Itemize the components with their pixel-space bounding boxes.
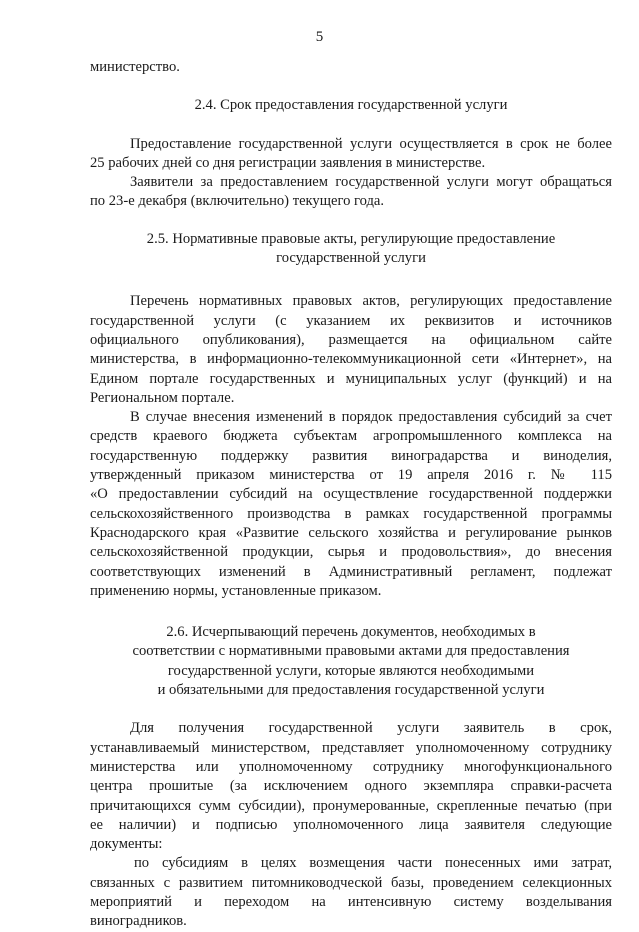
title-line: соответствии с нормативными правовыми актами для предоставления [132, 643, 570, 660]
paragraph-line: Перечень нормативных правовых актов, регулирующих предоставление [130, 293, 612, 310]
title-line: 2.6. Исчерпывающий перечень документов, необходимых в [166, 624, 536, 641]
paragraph-line: сельскохозяйственного производства в рамках государственной программы [90, 505, 612, 522]
paragraph-line: мероприятий и переходом на интенсивную систему возделывания [90, 893, 612, 910]
paragraph-line: причитающихся сумм субсидии), пронумерованные, скрепленные печатью (при [90, 797, 612, 814]
title-line: 2.5. Нормативные правовые акты, регулирующие предоставление [146, 230, 556, 247]
paragraph-line: документы: [90, 836, 163, 853]
paragraph-line: ее наличии) и подписью уполномоченного лица заявителя следующие [90, 816, 612, 833]
section-2-5-title [90, 230, 612, 269]
title-line: и обязательными для предоставления государственной услуги [157, 682, 545, 699]
section-2-5-paragraph-1 [90, 292, 612, 408]
paragraph-line: по 23-е декабря (включительно) текущего года. [90, 193, 385, 210]
paragraph-line: средств краевого бюджета субъектам агропромышленного комплекса на [90, 428, 612, 445]
section-2-6-title [90, 623, 612, 700]
paragraph-line: Едином портале государственных и муниципальных услуг (функций) и на [90, 370, 612, 387]
paragraph-line: Предоставление государственной услуги осуществляется в срок не более [130, 135, 612, 152]
paragraph-line: государственной услуги (с указанием их реквизитов и источников [90, 312, 612, 329]
paragraph-line: Заявители за предоставлением государственной услуги могут обращаться [130, 174, 612, 191]
title-line: государственной услуги [276, 250, 426, 267]
paragraph-line: по субсидиям в целях возмещения части понесенных ими затрат, [134, 855, 612, 872]
paragraph-line: соответствующих изменений в Административный регламент, подлежат [90, 563, 612, 580]
paragraph-line: устанавливаемый министерством, представляет уполномоченному сотруднику [90, 739, 612, 756]
page-number: 5 [315, 29, 324, 45]
paragraph-line: центра прошитые (за исключением одного экземпляра справки-расчета [90, 778, 612, 795]
paragraph-line: министерства или уполномоченному сотруднику многофункционального [90, 758, 612, 775]
paragraph-line: применению нормы, установленные приказом. [90, 582, 382, 599]
title-line: государственной услуги, которые являются необходимыми [167, 662, 535, 679]
section-2-5-paragraph-2 [90, 408, 612, 601]
paragraph-line: сельскохозяйственной продукции, сырья и продовольствия», до внесения [90, 544, 612, 561]
paragraph-line: Региональном портале. [90, 389, 235, 406]
document-body [90, 58, 612, 932]
paragraph-line: государственную поддержку развития виноградарства и виноделия, [90, 447, 612, 464]
continued-text: министерство. [90, 59, 180, 75]
paragraph-line: В случае внесения изменений в порядок предоставления субсидий за счет [130, 409, 612, 426]
section-2-4-title: 2.4. Срок предоставления государственной услуги [194, 97, 508, 114]
paragraph-line: виноградников. [90, 913, 187, 930]
paragraph-line: министерства, в информационно-телекоммуникационной сети «Интернет», на [90, 351, 612, 368]
section-2-6-paragraph-1 [90, 719, 612, 854]
paragraph-line: связанных с развитием питомниководческой базы, проведением селекционных [90, 874, 612, 891]
section-2-6-paragraph-2 [90, 854, 612, 931]
paragraph-line: 25 рабочих дней со дня регистрации заявления в министерстве. [90, 154, 486, 171]
paragraph-line: «О предоставлении субсидий на осуществление государственной поддержки [90, 486, 612, 503]
paragraph-line: официального опубликования), размещается на официальном сайте [90, 331, 612, 348]
paragraph-line: утвержденный приказом министерства от 19 апреля 2016 г. № 115 [90, 467, 612, 484]
paragraph-line: Для получения государственной услуги заявитель в срок, [130, 720, 612, 737]
paragraph-line: Краснодарского края «Развитие сельского хозяйства и регулирование рынков [90, 524, 612, 541]
